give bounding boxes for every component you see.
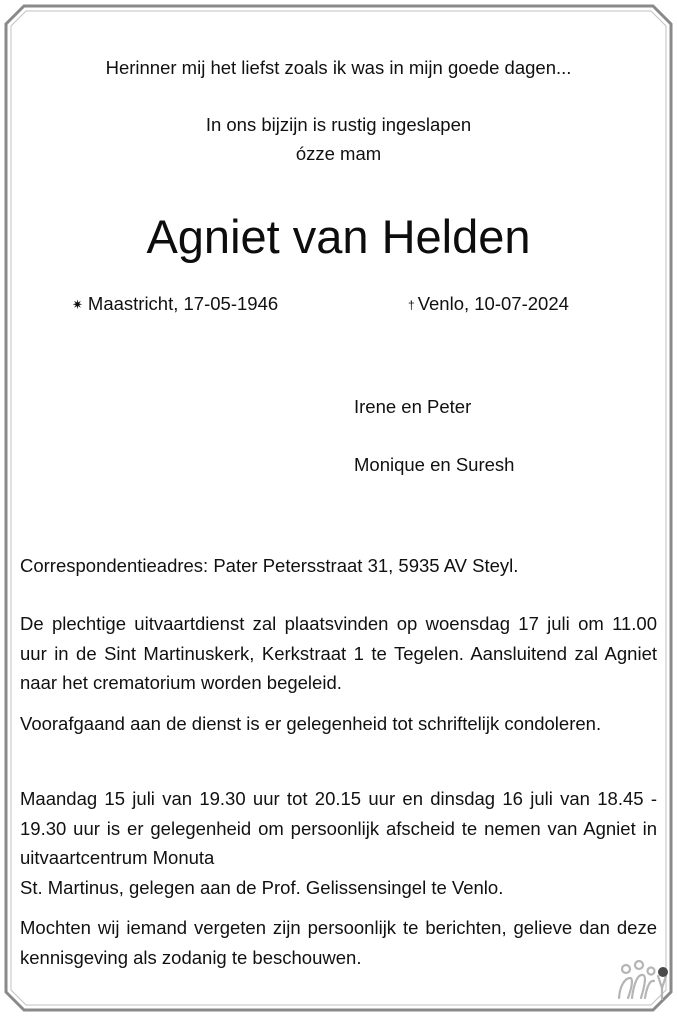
family-logo-icon	[614, 958, 672, 1002]
birth-text: Maastricht, 17-05-1946	[87, 293, 279, 314]
paragraph-farewell-text: Maandag 15 juli van 19.30 uur tot 20.15 uur en dinsdag 16 juli van 18.45 - 19.30 uur is er gelegenheid om persoonlijk afscheid te nemen van Agniet in uitvaartcentrum Monuta	[20, 788, 657, 868]
motto: Herinner mij het liefst zoals ik was in mijn goede dagen...	[105, 57, 572, 78]
intro-line: In ons bijzijn is rustig ingeslapen	[205, 114, 472, 135]
birth-info	[72, 293, 278, 315]
death-cross-icon: †	[408, 298, 415, 312]
paragraph-condolences: Voorafgaand aan de dienst is er gelegenheid tot schriftelijk condoleren.	[20, 713, 602, 734]
birth-star-icon: ✷	[72, 297, 83, 312]
paragraph-service: De plechtige uitvaartdienst zal plaatsvinden op woensdag 17 juli om 11.00 uur in de Sint Martinuskerk, Kerkstraat 1 te Tegelen. Aansluitend zal Agniet naar het crematorium worden begeleid.	[20, 613, 657, 693]
relative-line: Monique en Suresh	[354, 454, 515, 475]
relative-line: Irene en Peter	[354, 396, 472, 417]
intro-line-mam: ózze mam	[295, 143, 382, 164]
correspondence-address: Correspondentieadres: Pater Petersstraat 31, 5935 AV Steyl.	[20, 555, 519, 576]
paragraph-farewell	[20, 784, 657, 902]
death-text: Venlo, 10-07-2024	[417, 293, 569, 314]
paragraph-closing: Mochten wij iemand vergeten zijn persoonlijk te berichten, gelieve dan deze kennisgeving als zodanig te beschouwen.	[20, 917, 657, 968]
deceased-name: Agniet van Helden	[146, 210, 531, 263]
death-info	[408, 293, 569, 315]
paragraph-farewell-location: St. Martinus, gelegen aan de Prof. Gelissensingel te Venlo.	[20, 876, 504, 898]
